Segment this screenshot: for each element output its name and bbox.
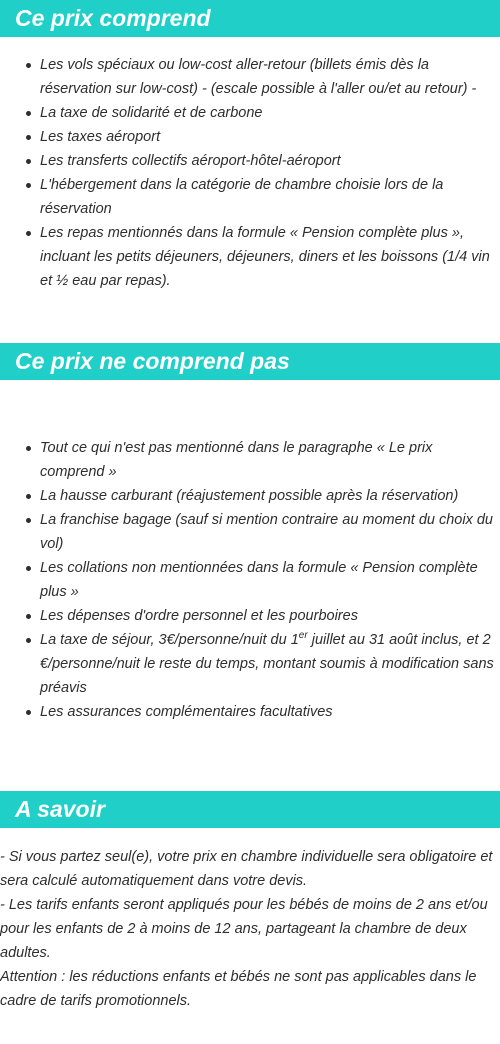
info-line: - Les tarifs enfants seront appliqués pour les bébés de moins de 2 ans et/ou pour les enfants de 2 à moins de 12 ans, partageant la chambre de deux adultes.: [0, 897, 488, 961]
list-item-tax: [0, 628, 500, 700]
list-item: La franchise bagage (sauf si mention contraire au moment du choix du vol): [0, 508, 500, 556]
list-item: Les assurances complémentaires facultatives: [0, 700, 500, 724]
section-title-included: Ce prix comprend: [0, 0, 500, 37]
section-title-excluded: Ce prix ne comprend pas: [0, 343, 500, 380]
tax-superscript: er: [298, 630, 308, 642]
info-line: - Si vous partez seul(e), votre prix en chambre individuelle sera obligatoire et sera calculé automatiquement dans votre devis.: [0, 849, 493, 889]
list-item: L'hébergement dans la catégorie de chambre choisie lors de la réservation: [0, 173, 500, 221]
excluded-list: [0, 436, 500, 724]
section-title-info: A savoir: [0, 791, 500, 828]
list-item: Les vols spéciaux ou low-cost aller-retour (billets émis dès la réservation sur low-cost) - (escale possible à l'aller ou/et au retour) -: [0, 53, 500, 101]
tax-text-after: juillet au 31 août inclus, et 2 €/personne/nuit le reste du temps, montant soumis à modification sans préavis: [40, 632, 494, 696]
list-item: Tout ce qui n'est pas mentionné dans le paragraphe « Le prix comprend »: [0, 436, 500, 484]
list-item: Les collations non mentionnées dans la formule « Pension complète plus »: [0, 556, 500, 604]
included-list: [0, 53, 500, 293]
list-item: La hausse carburant (réajustement possible après la réservation): [0, 484, 500, 508]
list-item: Les repas mentionnés dans la formule « Pension complète plus », incluant les petits déjeuners, déjeuners, diners et les boissons (1/4 vin et ½ eau par repas).: [0, 221, 500, 293]
list-item: La taxe de solidarité et de carbone: [0, 101, 500, 125]
tax-text-before: La taxe de séjour, 3€/personne/nuit du 1: [40, 632, 299, 648]
list-item: Les dépenses d'ordre personnel et les pourboires: [0, 604, 500, 628]
info-paragraph: [0, 845, 500, 1013]
list-item: Les transferts collectifs aéroport-hôtel-aéroport: [0, 149, 500, 173]
list-item: Les taxes aéroport: [0, 125, 500, 149]
info-line: Attention : les réductions enfants et bébés ne sont pas applicables dans le cadre de tarifs promotionnels.: [0, 969, 477, 1009]
